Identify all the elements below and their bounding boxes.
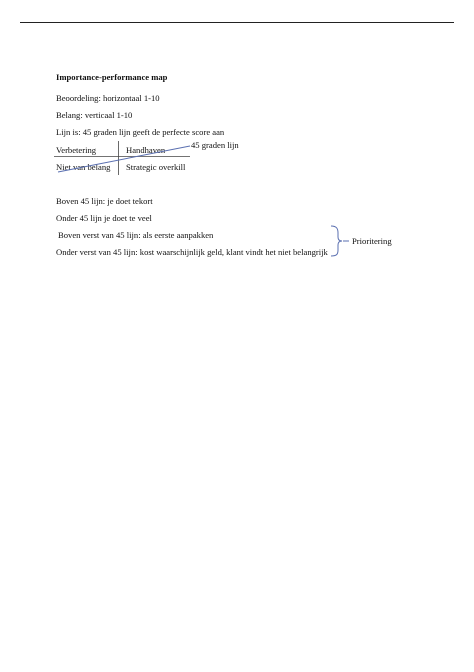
quadrant-bottom-right: Strategic overkill xyxy=(126,162,186,172)
prioritering-bracket xyxy=(331,226,342,256)
line-belang: Belang: verticaal 1-10 xyxy=(56,110,133,120)
line-beoordeling: Beoordeling: horizontaal 1-10 xyxy=(56,93,160,103)
quadrant-top-right: Handhaven xyxy=(126,145,166,155)
diagonal-line-label: 45 graden lijn xyxy=(191,140,239,150)
note-onder: Onder 45 lijn je doet te veel xyxy=(56,213,152,223)
line-lijn: Lijn is: 45 graden lijn geeft de perfecte score aan xyxy=(56,127,225,137)
prioritering-label: Prioritering xyxy=(352,236,392,246)
note-onder-verst: Onder verst van 45 lijn: kost waarschijnlijk geld, klant vindt het niet belangrijk xyxy=(56,247,328,257)
document-title: Importance-performance map xyxy=(56,72,168,82)
note-boven-verst: Boven verst van 45 lijn: als eerste aanpakken xyxy=(58,230,214,240)
note-boven: Boven 45 lijn: je doet tekort xyxy=(56,196,153,206)
quadrant-top-left: Verbetering xyxy=(56,145,97,155)
quadrant-bottom-left: Niet van belang xyxy=(56,162,111,172)
diagonal-45-line xyxy=(58,146,190,172)
